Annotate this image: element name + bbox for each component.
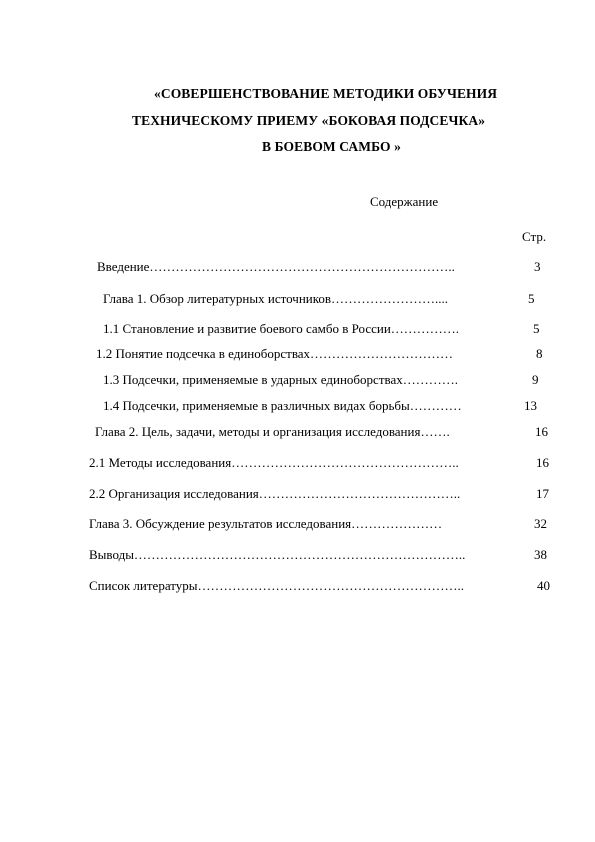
toc-heading: Содержание [370, 194, 439, 209]
toc-entry-page: 8 [536, 346, 543, 361]
toc-entry-text: 2.1 Методы исследования…………………………………………….. [89, 455, 459, 470]
document-title-line-2: ТЕХНИЧЕСКОМУ ПРИЕМУ «БОКОВАЯ ПОДСЕЧКА» [132, 113, 486, 128]
toc-entry-chapter-2[interactable] [95, 424, 548, 439]
toc-entry-text: Выводы………………………………………………………………….. [89, 547, 466, 562]
toc-entry-page: 32 [534, 516, 547, 531]
toc-entry-text: Глава 3. Обсуждение результатов исследования………………… [89, 516, 443, 531]
toc-entry-text: 1.2 Понятие подсечка в единоборствах…………………………… [96, 346, 454, 361]
toc-entry-section-1-1[interactable] [103, 321, 540, 336]
toc-entry-section-2-1[interactable] [89, 455, 549, 470]
toc-entry-text: 1.1 Становление и развитие боевого самбо в России……………. [103, 321, 460, 336]
toc-entry-page: 5 [528, 291, 535, 306]
toc-entry-section-1-2[interactable] [96, 346, 543, 361]
toc-entry-text: 1.4 Подсечки, применяемые в различных видах борьбы………… [103, 398, 462, 413]
toc-entry-text: Глава 1. Обзор литературных источников…………………….... [103, 291, 449, 306]
toc-entry-page: 17 [536, 486, 549, 501]
toc-entry-section-1-3[interactable] [103, 372, 539, 387]
toc-entry-page: 9 [532, 372, 539, 387]
toc-entry-page: 16 [536, 455, 549, 470]
document-title-line-3: В БОЕВОМ САМБО » [262, 139, 401, 154]
toc-page-column-label: Стр. [522, 229, 547, 244]
toc-entry-text: 2.2 Организация исследования……………………………………….. [89, 486, 461, 501]
toc-entry-text: Список литературы…………………………………………………….. [89, 578, 464, 593]
toc-entry-text: Глава 2. Цель, задачи, методы и организация исследования……. [95, 424, 450, 439]
toc-entry-page: 13 [524, 398, 537, 413]
toc-entry-chapter-1[interactable] [103, 291, 535, 306]
toc-entry-introduction[interactable] [97, 259, 541, 274]
toc-entry-page: 5 [533, 321, 540, 336]
toc-entry-section-2-2[interactable] [89, 486, 549, 501]
toc-entry-page: 40 [537, 578, 550, 593]
toc-entry-text: Введение…………………………………………………………….. [97, 259, 455, 274]
toc-entry-chapter-3[interactable] [89, 516, 547, 531]
toc-entry-conclusions[interactable] [89, 547, 547, 562]
document-title-line-1: «СОВЕРШЕНСТВОВАНИЕ МЕТОДИКИ ОБУЧЕНИЯ [154, 86, 498, 101]
toc-entry-section-1-4[interactable] [103, 398, 537, 413]
toc-entry-page: 3 [534, 259, 541, 274]
toc-entry-text: 1.3 Подсечки, применяемые в ударных единоборствах…………. [103, 372, 458, 387]
toc-entry-page: 16 [535, 424, 548, 439]
toc-entry-page: 38 [534, 547, 547, 562]
toc-entry-references[interactable] [89, 578, 550, 593]
